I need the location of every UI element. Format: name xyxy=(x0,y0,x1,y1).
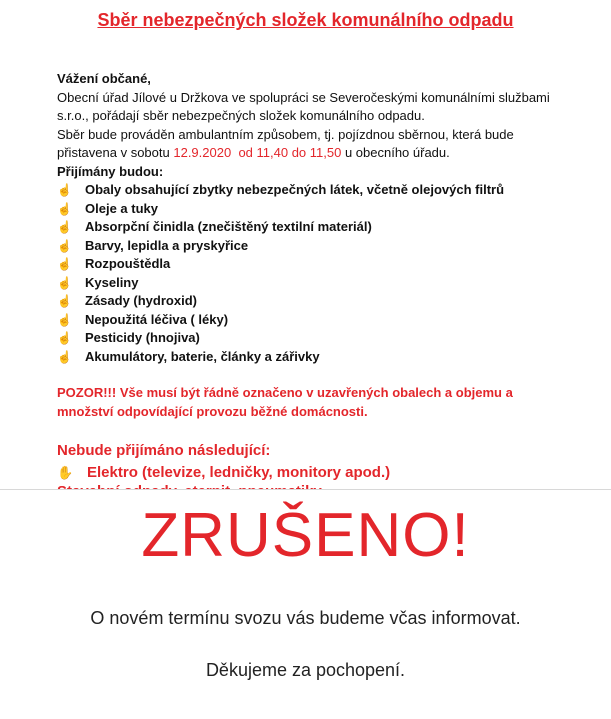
list-item: ☝ Kyseliny xyxy=(57,274,557,293)
cancelled-label: ZRUŠENO! xyxy=(141,501,470,570)
list-item: ☝ Oleje a tuky xyxy=(57,200,557,219)
refused-item-cut xyxy=(57,481,417,489)
list-item: ☝ Obaly obsahující zbytky nebezpečných látek, včetně olejových filtrů xyxy=(57,181,557,200)
paragraph-organizers: Obecní úřad Jílové u Držkova ve spolupráci se Severočeskými komunálními službami s.r.o., pořádají sběr nebezpečných složek komunálního odpadu. xyxy=(57,89,550,123)
pointing-hand-icon: ☝ xyxy=(57,220,72,234)
refused-item: ✋ Elektro (televize, ledničky, monitory apod.) xyxy=(57,462,557,484)
schedule-text-before: Sběr bude prováděn ambulantním způsobem, tj. pojízdnou sběrnou, která bude přistavena v sobotu xyxy=(57,126,514,160)
notice-title: Sběr nebezpečných složek komunálního odpadu xyxy=(97,10,514,30)
pointing-hand-icon: ☝ xyxy=(57,201,72,216)
greeting: Vážení občané, xyxy=(57,71,151,86)
list-item: ☝ Zásady (hydroxid) xyxy=(57,292,557,311)
pointing-hand-icon: ☝ xyxy=(57,294,72,308)
pointing-hand-icon: ☝ xyxy=(57,183,72,197)
schedule-date: 12.9.2020 xyxy=(173,145,232,160)
list-item: ☝ Pesticidy (hnojiva) xyxy=(57,329,557,348)
list-item: ☝ Nepoužitá léčiva ( léky) xyxy=(57,311,557,330)
pointing-hand-icon: ☝ xyxy=(57,275,72,290)
notice-body xyxy=(57,70,557,366)
list-item: ☝ Rozpouštědla xyxy=(57,255,557,274)
list-item: ☝ Absorpční činidla (znečištěný textilní materiál) xyxy=(57,218,557,237)
refused-section xyxy=(57,440,557,484)
pointing-hand-icon: ☝ xyxy=(57,238,72,253)
list-item: ☝ Barvy, lepidla a pryskyřice xyxy=(57,237,557,256)
pointing-hand-icon: ☝ xyxy=(57,349,72,364)
new-date-info: O novém termínu svozu vás budeme včas informovat. xyxy=(90,608,521,628)
thanks-text: Děkujeme za pochopení. xyxy=(205,660,406,680)
paragraph-schedule xyxy=(57,126,557,163)
accepted-list xyxy=(57,181,557,366)
pointing-hand-icon: ☝ xyxy=(57,312,72,327)
pointing-hand-icon: ☝ xyxy=(57,257,72,271)
warning-text: POZOR!!! Vše musí být řádně označeno v uzavřených obalech a objemu a množství odpovídající provozu běžné domácnosti. xyxy=(57,385,513,419)
list-item: ☝ Akumulátory, baterie, články a zářivky xyxy=(57,348,557,367)
schedule-time: od 11,40 do 11,50 xyxy=(238,145,342,160)
schedule-text-after: u obecního úřadu. xyxy=(341,145,450,160)
refused-heading: Nebude přijímáno následující: xyxy=(57,442,271,459)
accepted-heading: Přijímány budou: xyxy=(57,163,164,179)
hand-stop-icon: ✋ xyxy=(57,465,74,480)
pointing-hand-icon: ☝ xyxy=(57,331,72,345)
